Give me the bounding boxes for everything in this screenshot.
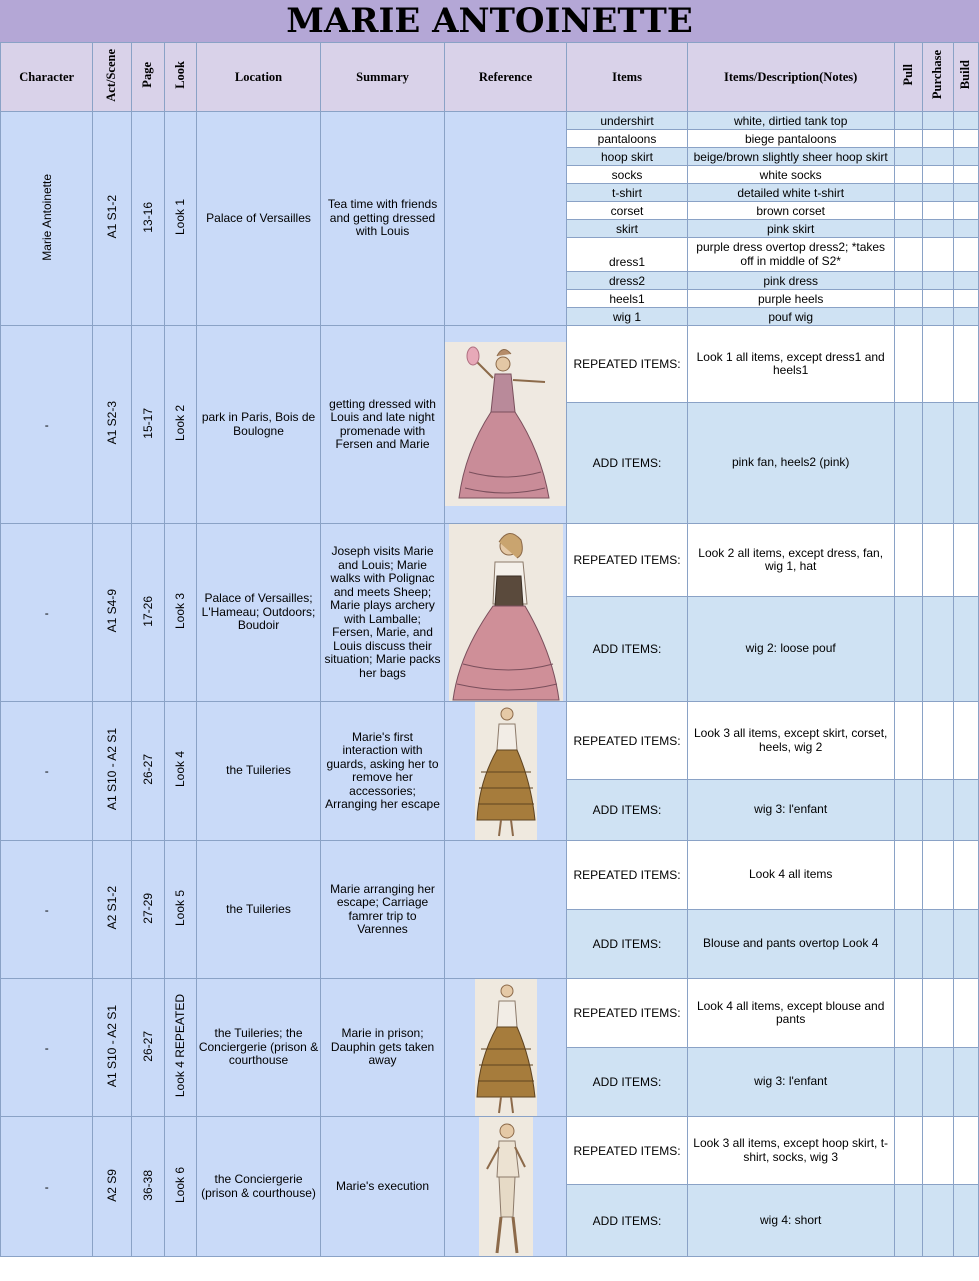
pull-cell bbox=[894, 702, 922, 780]
header-items-description: Items/Description(Notes) bbox=[687, 43, 894, 112]
build-cell bbox=[953, 979, 978, 1048]
look3-look: Look 3 bbox=[173, 592, 188, 630]
purchase-cell bbox=[922, 184, 953, 202]
build-cell bbox=[953, 524, 978, 597]
look6-reference bbox=[444, 1117, 567, 1257]
look4-location: the Tuileries bbox=[196, 702, 321, 841]
purchase-cell bbox=[922, 326, 953, 403]
pull-cell bbox=[894, 130, 922, 148]
pull-cell bbox=[894, 220, 922, 238]
purchase-cell bbox=[922, 910, 953, 979]
pull-cell bbox=[894, 524, 922, 597]
purchase-cell bbox=[922, 148, 953, 166]
pull-cell bbox=[894, 910, 922, 979]
build-cell bbox=[953, 166, 978, 184]
item-name: undershirt bbox=[567, 112, 687, 130]
pull-cell bbox=[894, 308, 922, 326]
build-cell bbox=[953, 403, 978, 524]
build-cell bbox=[953, 597, 978, 702]
purchase-cell bbox=[922, 597, 953, 702]
look2-act-scene: A1 S2-3 bbox=[104, 401, 119, 445]
add-items-label: ADD ITEMS: bbox=[567, 1048, 687, 1117]
repeated-items-value: Look 1 all items, except dress1 and heels1 bbox=[687, 326, 894, 403]
item-name: pantaloons bbox=[567, 130, 687, 148]
add-items-value: wig 4: short bbox=[687, 1185, 894, 1257]
look4-look: Look 4 bbox=[173, 751, 188, 788]
look1-summary: Tea time with friends and getting dressed with Louis bbox=[321, 112, 445, 326]
look3-character: - bbox=[1, 524, 93, 702]
look4-page: 26-27 bbox=[140, 754, 155, 785]
purchase-cell bbox=[922, 702, 953, 780]
look2-character: - bbox=[1, 326, 93, 524]
repeated-items-label: REPEATED ITEMS: bbox=[567, 1117, 687, 1185]
item-description: white, dirtied tank top bbox=[687, 112, 894, 130]
item-name: hoop skirt bbox=[567, 148, 687, 166]
look2-page: 15-17 bbox=[140, 407, 155, 439]
item-name: skirt bbox=[567, 220, 687, 238]
look4r-act-scene: A1 S10 - A2 S1 bbox=[104, 1004, 119, 1088]
build-cell bbox=[953, 184, 978, 202]
header-character: Character bbox=[1, 43, 93, 112]
build-cell bbox=[953, 1117, 978, 1185]
purchase-cell bbox=[922, 1048, 953, 1117]
costume-sketch-image bbox=[479, 1117, 533, 1257]
costume-sketch-image bbox=[475, 979, 537, 1117]
build-cell bbox=[953, 272, 978, 290]
header-build: Build bbox=[958, 60, 973, 90]
build-cell bbox=[953, 290, 978, 308]
build-cell bbox=[953, 220, 978, 238]
add-items-value: wig 3: l'enfant bbox=[687, 780, 894, 841]
item-description: white socks bbox=[687, 166, 894, 184]
header-location: Location bbox=[196, 43, 321, 112]
pull-cell bbox=[894, 326, 922, 403]
item-name: dress1 bbox=[567, 238, 687, 272]
look2-location: park in Paris, Bois de Boulogne bbox=[196, 326, 321, 524]
purchase-cell bbox=[922, 524, 953, 597]
pull-cell bbox=[894, 290, 922, 308]
pull-cell bbox=[894, 597, 922, 702]
pull-cell bbox=[894, 1185, 922, 1257]
look1-character: Marie Antoinette bbox=[39, 173, 54, 261]
add-items-label: ADD ITEMS: bbox=[567, 910, 687, 979]
item-description: pink skirt bbox=[687, 220, 894, 238]
look6-look: Look 6 bbox=[173, 1166, 188, 1204]
look4r-reference bbox=[444, 979, 567, 1117]
build-cell bbox=[953, 702, 978, 780]
item-description: biege pantaloons bbox=[687, 130, 894, 148]
purchase-cell bbox=[922, 220, 953, 238]
purchase-cell bbox=[922, 979, 953, 1048]
purchase-cell bbox=[922, 841, 953, 910]
look4r-summary: Marie in prison; Dauphin gets taken away bbox=[321, 979, 445, 1117]
look6-summary: Marie's execution bbox=[321, 1117, 445, 1257]
pull-cell bbox=[894, 202, 922, 220]
look6-page: 36-38 bbox=[140, 1169, 155, 1201]
look2-summary: getting dressed with Louis and late night promenade with Fersen and Marie bbox=[321, 326, 445, 524]
look2-look: Look 2 bbox=[173, 404, 188, 442]
item-description: purple dress overtop dress2; *takes off in middle of S2* bbox=[687, 238, 894, 272]
repeated-items-label: REPEATED ITEMS: bbox=[567, 841, 687, 910]
page-title: MARIE ANTOINETTE bbox=[0, 0, 979, 43]
add-items-value: pink fan, heels2 (pink) bbox=[687, 403, 894, 524]
purchase-cell bbox=[922, 130, 953, 148]
look4-act-scene: A1 S10 - A2 S1 bbox=[104, 728, 119, 811]
look6-location: the Conciergerie (prison & courthouse) bbox=[196, 1117, 321, 1257]
look4r-page: 26-27 bbox=[140, 1030, 155, 1062]
purchase-cell bbox=[922, 308, 953, 326]
add-items-label: ADD ITEMS: bbox=[567, 1185, 687, 1257]
header-items: Items bbox=[567, 43, 687, 112]
pull-cell bbox=[894, 979, 922, 1048]
build-cell bbox=[953, 1185, 978, 1257]
purchase-cell bbox=[922, 1117, 953, 1185]
repeated-items-value: Look 4 all items bbox=[687, 841, 894, 910]
repeated-items-label: REPEATED ITEMS: bbox=[567, 702, 687, 780]
pull-cell bbox=[894, 1048, 922, 1117]
repeated-items-value: Look 3 all items, except hoop skirt, t-shirt, socks, wig 3 bbox=[687, 1117, 894, 1185]
costume-sketch-image bbox=[449, 524, 563, 702]
item-description: pink dress bbox=[687, 272, 894, 290]
repeated-items-value: Look 2 all items, except dress, fan, wig 1, hat bbox=[687, 524, 894, 597]
item-name: corset bbox=[567, 202, 687, 220]
header-purchase: Purchase bbox=[930, 50, 945, 100]
item-description: purple heels bbox=[687, 290, 894, 308]
pull-cell bbox=[894, 148, 922, 166]
repeated-items-label: REPEATED ITEMS: bbox=[567, 326, 687, 403]
look4-summary: Marie's first interaction with guards, asking her to remove her accessories; Arranging her escape bbox=[321, 702, 445, 841]
add-items-value: wig 2: loose pouf bbox=[687, 597, 894, 702]
item-name: wig 1 bbox=[567, 308, 687, 326]
pull-cell bbox=[894, 166, 922, 184]
header-pull: Pull bbox=[900, 64, 915, 86]
look1-look: Look 1 bbox=[173, 198, 188, 236]
purchase-cell bbox=[922, 202, 953, 220]
pull-cell bbox=[894, 1117, 922, 1185]
header-row bbox=[1, 43, 979, 112]
add-items-label: ADD ITEMS: bbox=[567, 403, 687, 524]
build-cell bbox=[953, 326, 978, 403]
pull-cell bbox=[894, 184, 922, 202]
look1-reference bbox=[444, 112, 567, 326]
look1-act-scene: A1 S1-2 bbox=[104, 195, 119, 239]
header-look: Look bbox=[172, 61, 187, 89]
look5-location: the Tuileries bbox=[196, 841, 321, 979]
look4-repeated-row bbox=[1, 702, 979, 780]
build-cell bbox=[953, 238, 978, 272]
repeated-items-label: REPEATED ITEMS: bbox=[567, 979, 687, 1048]
add-items-label: ADD ITEMS: bbox=[567, 597, 687, 702]
look6-character: - bbox=[1, 1117, 93, 1257]
look1-item-row bbox=[1, 112, 979, 130]
build-cell bbox=[953, 202, 978, 220]
look4r-repeated-row bbox=[1, 979, 979, 1048]
header-reference: Reference bbox=[444, 43, 567, 112]
build-cell bbox=[953, 308, 978, 326]
look5-summary: Marie arranging her escape; Carriage famrer trip to Varennes bbox=[321, 841, 445, 979]
item-description: brown corset bbox=[687, 202, 894, 220]
look1-page: 13-16 bbox=[140, 201, 155, 233]
look4r-look: Look 4 REPEATED bbox=[173, 994, 188, 1098]
purchase-cell bbox=[922, 112, 953, 130]
look4r-location: the Tuileries; the Conciergerie (prison & courthouse bbox=[196, 979, 321, 1117]
costume-table bbox=[0, 42, 979, 1257]
build-cell bbox=[953, 780, 978, 841]
costume-sketch-image bbox=[475, 702, 537, 840]
look3-reference bbox=[444, 524, 567, 702]
look5-act-scene: A2 S1-2 bbox=[104, 886, 119, 930]
build-cell bbox=[953, 130, 978, 148]
look3-summary: Joseph visits Marie and Louis; Marie walks with Polignac and meets Sheep; Marie plays archery with Lamballe; Fersen, Marie, and Louis discuss their situation; Marie packs her bags bbox=[321, 524, 445, 702]
item-description: detailed white t-shirt bbox=[687, 184, 894, 202]
look2-repeated-row bbox=[1, 326, 979, 403]
look5-repeated-row bbox=[1, 841, 979, 910]
purchase-cell bbox=[922, 403, 953, 524]
repeated-items-label: REPEATED ITEMS: bbox=[567, 524, 687, 597]
look3-act-scene: A1 S4-9 bbox=[104, 589, 119, 633]
pull-cell bbox=[894, 238, 922, 272]
look5-look: Look 5 bbox=[173, 889, 188, 927]
build-cell bbox=[953, 148, 978, 166]
pull-cell bbox=[894, 841, 922, 910]
look3-repeated-row bbox=[1, 524, 979, 597]
look5-page: 27-29 bbox=[140, 892, 155, 924]
header-act-scene: Act/Scene bbox=[104, 48, 119, 102]
look6-act-scene: A2 S9 bbox=[104, 1168, 119, 1202]
look4-reference bbox=[444, 702, 567, 841]
pull-cell bbox=[894, 112, 922, 130]
header-summary: Summary bbox=[321, 43, 445, 112]
build-cell bbox=[953, 1048, 978, 1117]
build-cell bbox=[953, 841, 978, 910]
add-items-value: wig 3: l'enfant bbox=[687, 1048, 894, 1117]
item-name: socks bbox=[567, 166, 687, 184]
purchase-cell bbox=[922, 290, 953, 308]
item-name: t-shirt bbox=[567, 184, 687, 202]
purchase-cell bbox=[922, 1185, 953, 1257]
build-cell bbox=[953, 112, 978, 130]
purchase-cell bbox=[922, 166, 953, 184]
pull-cell bbox=[894, 403, 922, 524]
item-description: beige/brown slightly sheer hoop skirt bbox=[687, 148, 894, 166]
pull-cell bbox=[894, 272, 922, 290]
build-cell bbox=[953, 910, 978, 979]
item-name: dress2 bbox=[567, 272, 687, 290]
look4-character: - bbox=[1, 702, 93, 841]
repeated-items-value: Look 3 all items, except skirt, corset, heels, wig 2 bbox=[687, 702, 894, 780]
look5-character: - bbox=[1, 841, 93, 979]
header-page: Page bbox=[140, 62, 155, 88]
look5-reference bbox=[444, 841, 567, 979]
repeated-items-value: Look 4 all items, except blouse and pants bbox=[687, 979, 894, 1048]
look2-reference bbox=[444, 326, 567, 524]
pull-cell bbox=[894, 780, 922, 841]
look3-location: Palace of Versailles; L'Hameau; Outdoors; Boudoir bbox=[196, 524, 321, 702]
purchase-cell bbox=[922, 780, 953, 841]
add-items-label: ADD ITEMS: bbox=[567, 780, 687, 841]
purchase-cell bbox=[922, 272, 953, 290]
purchase-cell bbox=[922, 238, 953, 272]
item-name: heels1 bbox=[567, 290, 687, 308]
add-items-value: Blouse and pants overtop Look 4 bbox=[687, 910, 894, 979]
look3-page: 17-26 bbox=[140, 595, 155, 627]
costume-sketch-image bbox=[445, 342, 567, 506]
look1-location: Palace of Versailles bbox=[196, 112, 321, 326]
look6-repeated-row bbox=[1, 1117, 979, 1185]
item-description: pouf wig bbox=[687, 308, 894, 326]
look4r-character: - bbox=[1, 979, 93, 1117]
